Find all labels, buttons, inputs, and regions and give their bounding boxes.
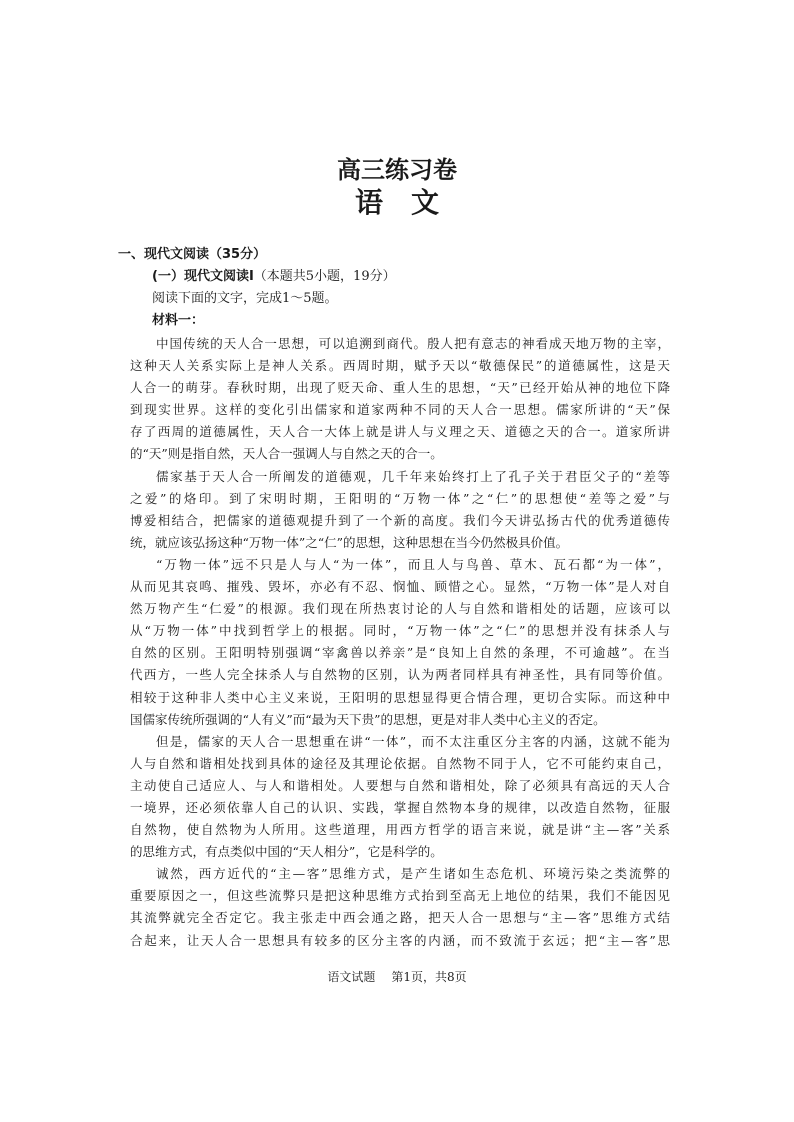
- passage-line: 从而见其哀鸣、摧残、毁坏，亦必有不忍、悯恤、顾惜之心。显然，“万物一体”是人对自: [130, 579, 670, 595]
- passage-line: 主动使自己适应人、与人和谐相处。人要想与自然和谐相处，除了必须具有高远的天人合: [130, 777, 670, 793]
- passage-line: 人与自然和谐相处找到具体的途径及其理论依据。自然物不同于人，它不可能约束自己，: [130, 755, 670, 771]
- passage-line: 国儒家传统所强调的“人有义”而“最为天下贵”的思想，更是对非人类中心主义的否定。: [130, 711, 606, 727]
- passage-line: 存了西周的道德属性，天人合一大体上就是讲人与义理之天、道德之天的合一。道家所讲: [130, 424, 670, 440]
- passage-line: 相较于这种非人类中心主义来说，王阳明的思想显得更合情合理，更切合实际。而这种中: [130, 689, 670, 705]
- passage-line: 到现实世界。这样的变化引出儒家和道家两种不同的天人合一思想。儒家所讲的“天”保: [130, 402, 670, 418]
- passage-line: 从“万物一体”中找到哲学上的根据。同时，“万物一体”之“仁”的思想并没有抹杀人与: [130, 623, 670, 639]
- passage-line: 诚然，西方近代的“主—客”思维方式，是产生诸如生态危机、环境污染之类流弊的: [156, 866, 670, 882]
- passage-line: 之爱”的烙印。到了宋明时期，王阳明的“万物一体”之“仁”的思想使“差等之爱”与: [130, 490, 670, 506]
- passage-line: 重要原因之一，但这些流弊只是把这种思维方式抬到至高无上地位的结果，我们不能因见: [130, 888, 670, 904]
- passage-line: 中国传统的天人合一思想，可以追溯到商代。殷人把有意志的神看成天地万物的主宰，: [156, 336, 670, 351]
- subsection-note: （本题共5小题，19分）: [253, 269, 396, 284]
- footer-page-number: 第1页，共8页: [391, 970, 467, 984]
- passage-line: 代西方，一些人完全抹杀人与自然物的区别，认为两者同样具有神圣性，具有同等价值。: [130, 667, 670, 683]
- passage-line: 的思维方式，有点类似中国的“天人相分”，它是科学的。: [130, 844, 443, 860]
- page-footer: [0, 968, 794, 986]
- subject-title: 语 文: [354, 186, 439, 219]
- passage-line: “万物一体”远不只是人与人“为一体”，而且人与鸟兽、草木、瓦石都“为一体”，: [156, 556, 670, 572]
- passage-line: 一境界，还必须依靠人自己的认识、实践，掌握自然物本身的规律，以改造自然物，征服: [130, 799, 670, 815]
- passage-body: [130, 333, 670, 952]
- passage-line: 其流弊就完全否定它。我主张走中西会通之路，把天人合一思想与“主—客”思维方式结: [130, 910, 670, 926]
- passage-line: 合起来，让天人合一思想具有较多的区分主客的内涵，而不致流于玄远；把“主—客”思: [130, 932, 670, 948]
- subsection-label: (一）现代文阅读Ⅰ: [152, 269, 254, 284]
- material-label: 材料一：: [152, 313, 205, 328]
- passage-line: 自然的区别。王阳明特别强调“宰禽兽以养亲”是“良知上自然的条理，不可逾越”。在当: [130, 645, 670, 661]
- reading-instruction: 阅读下面的文字，完成1～5题。: [152, 291, 338, 306]
- subsection-heading: [152, 267, 396, 287]
- passage-line: 博爱相结合，把儒家的道德观提升到了一个新的高度。我们今天讲弘扬古代的优秀道德传: [130, 512, 670, 528]
- passage-line: 自然物，使自然物为人所用。这些道理，用西方哲学的语言来说，就是讲“主—客”关系: [130, 822, 670, 838]
- passage-line: 的“天”则是指自然，天人合一强调人与自然之天的合一。: [130, 446, 443, 462]
- passage-line: 人合一的萌芽。春秋时期，出现了贬天命、重人生的思想，“天”已经开始从神的地位下降: [130, 380, 670, 396]
- passage-line: 然万物产生“仁爱”的根源。我们现在所热衷讨论的人与自然和谐相处的话题，应该可以: [130, 601, 670, 617]
- section-heading: 一、现代文阅读（35分）: [118, 247, 267, 262]
- passage-line: 这种天人关系实际上是神人关系。西周时期，赋予天以“敬德保民”的道德属性，这是天: [130, 358, 670, 374]
- passage-line: 统，就应该弘扬这种“万物一体”之“仁”的思想，这种思想在当今仍然极具价值。: [130, 534, 569, 550]
- passage-line: 儒家基于天人合一所阐发的道德观，几千年来始终打上了孔子关于君臣父子的“差等: [156, 468, 670, 484]
- footer-subject: 语文试题: [327, 970, 376, 984]
- passage-line: 但是，儒家的天人合一思想重在讲“一体”，而不太注重区分主客的内涵，这就不能为: [156, 733, 670, 749]
- exam-title: 高三练习卷: [337, 156, 457, 184]
